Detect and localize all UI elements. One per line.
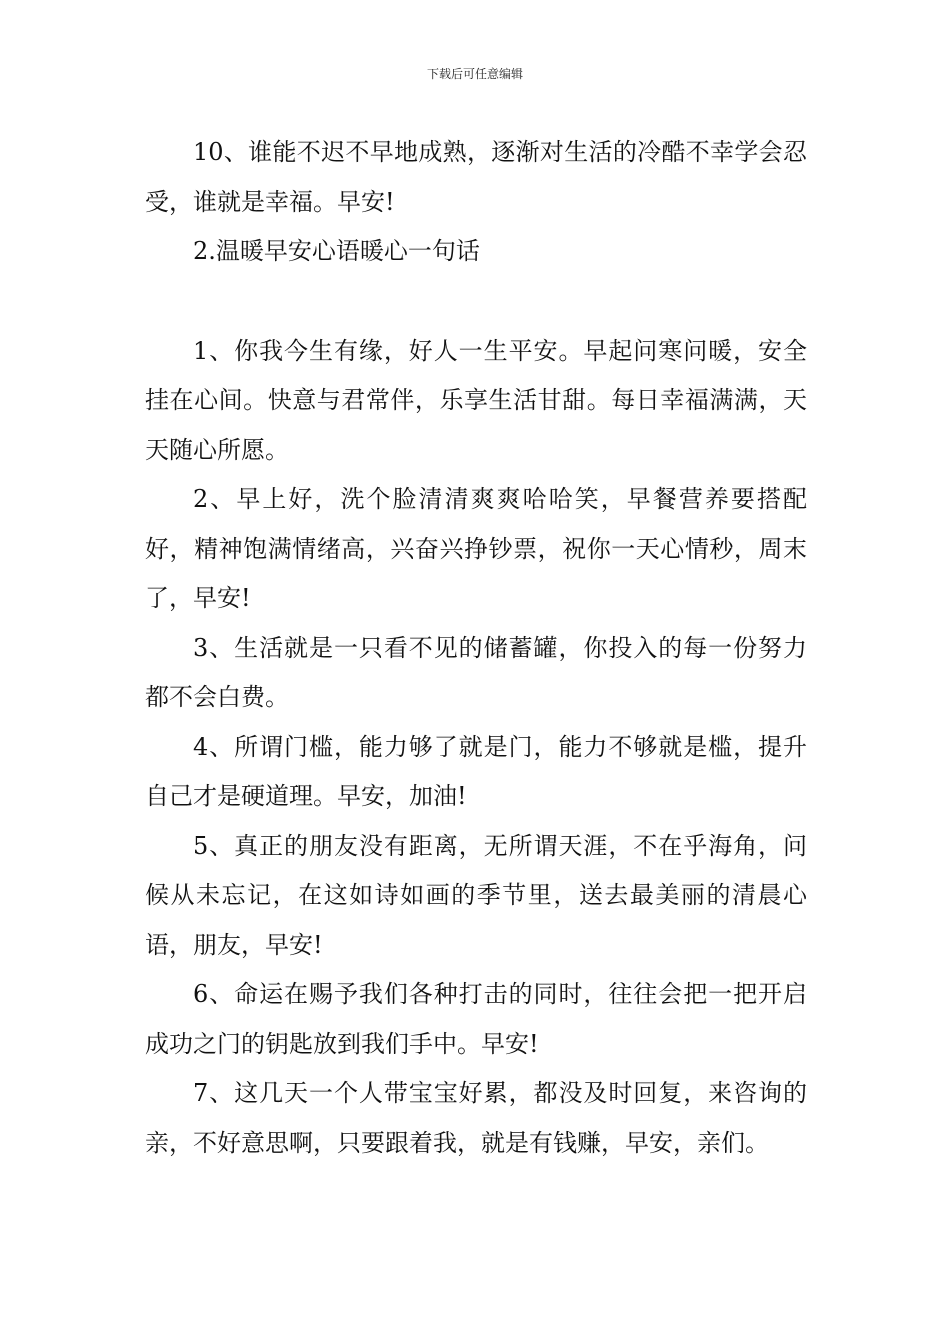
paragraph-item-1: 1、你我今生有缘，好人一生平安。早起问寒问暖，安全挂在心间。快意与君常伴，乐享生活甘甜。每日幸福满满，天天随心所愿。 (145, 336, 807, 464)
paragraph-item-5: 5、真正的朋友没有距离，无所谓天涯，不在乎海角，问候从未忘记，在这如诗如画的季节里，送去最美丽的清晨心语，朋友，早安! (145, 831, 807, 959)
paragraph-item-10: 10、谁能不迟不早地成熟，逐渐对生活的冷酷不幸学会忍受，谁就是幸福。早安! (145, 138, 807, 216)
paragraph-item-4: 4、所谓门槛，能力够了就是门，能力不够就是槛，提升自己才是硬道理。早安，加油! (145, 732, 807, 810)
section-heading: 2.温暖早安心语暖心一句话 (193, 237, 480, 265)
paragraph-item-2: 2、早上好，洗个脸清清爽爽哈哈笑，早餐营养要搭配好，精神饱满情绪高，兴奋兴挣钞票，祝你一天心情秒，周末了，早安! (145, 485, 807, 612)
paragraph-item-3: 3、生活就是一只看不见的储蓄罐，你投入的每一份努力都不会白费。 (145, 633, 807, 711)
paragraph-item-7: 7、这几天一个人带宝宝好累，都没及时回复，来咨询的亲，不好意思啊，只要跟着我，就是有钱赚，早安，亲们。 (145, 1079, 807, 1157)
page-header-note: 下载后可任意编辑 (426, 67, 523, 81)
paragraph-item-6: 6、命运在赐予我们各种打击的同时，往往会把一把开启成功之门的钥匙放到我们手中。早安! (145, 980, 807, 1058)
blank-line (145, 277, 807, 327)
document-body (145, 128, 807, 1168)
